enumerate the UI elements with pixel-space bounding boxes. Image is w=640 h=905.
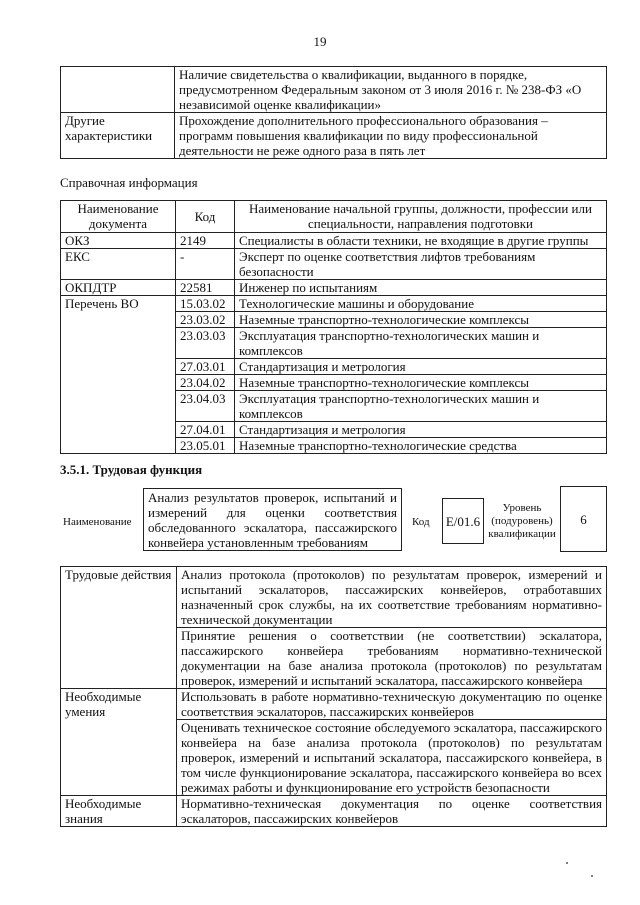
code-cell: - xyxy=(176,249,235,280)
table-row xyxy=(61,233,607,249)
code-cell: 27.04.01 xyxy=(176,422,235,438)
scan-speck xyxy=(566,862,568,864)
skill-item: Оценивать техническое состояние обследуемого эскалатора, пассажирского конвейера на базе анализа протокола (протоколов) по результатам проверок, измерений и испытаний эскалатора, пассажирского конвейера, в том числе функционирование эскалатора, пассажирского конвейера во всех режимах работы и функционирование его устройств безопасности xyxy=(177,720,607,796)
table-row xyxy=(61,796,607,827)
code-label: Код xyxy=(412,516,430,528)
level-label: Уровень (подуровень) квалификации xyxy=(488,502,556,540)
code-cell: 23.04.03 xyxy=(176,391,235,422)
name-cell: Эксплуатация транспортно-технологических машин и комплексов xyxy=(235,328,607,359)
reference-table xyxy=(60,200,607,454)
page-number: 19 xyxy=(313,34,327,49)
row-label: Трудовые действия xyxy=(61,567,177,689)
code-value: E/01.6 xyxy=(445,514,481,529)
level-value: 6 xyxy=(580,512,587,527)
doc-cell: Перечень ВО xyxy=(61,296,176,454)
table-header-row xyxy=(61,201,607,233)
function-name: Анализ результатов проверок, испытаний и измерений для оценки соответствия обследованного эскалатора, пассажирского конвейера установленным требованиям xyxy=(148,490,397,550)
name-cell: Инженер по испытаниям xyxy=(235,280,607,296)
labor-function-table xyxy=(60,566,607,827)
code-cell: 2149 xyxy=(176,233,235,249)
column-header: Код xyxy=(176,201,235,233)
doc-cell: ОКПДТР xyxy=(61,280,176,296)
name-label: Наименование xyxy=(63,516,132,528)
row-label xyxy=(61,67,175,113)
code-cell: 23.04.02 xyxy=(176,375,235,391)
table-row xyxy=(61,567,607,628)
row-label: Другие характеристики xyxy=(61,113,175,159)
code-box xyxy=(442,498,484,544)
name-cell: Технологические машины и оборудование xyxy=(235,296,607,312)
name-cell: Эксперт по оценке соответствия лифтов требованиям безопасности xyxy=(235,249,607,280)
code-cell: 23.03.03 xyxy=(176,328,235,359)
qualification-requirements-table xyxy=(60,66,607,159)
code-cell: 22581 xyxy=(176,280,235,296)
function-name-box xyxy=(143,488,402,551)
skill-item: Использовать в работе нормативно-техническую документацию по оценке соответствия эскалаторов, пассажирских конвейеров xyxy=(177,689,607,720)
row-label: Необходимые знания xyxy=(61,796,177,827)
table-row xyxy=(61,689,607,720)
code-cell: 15.03.02 xyxy=(176,296,235,312)
name-cell: Стандартизация и метрология xyxy=(235,359,607,375)
table-row xyxy=(61,296,607,312)
table-row xyxy=(61,280,607,296)
column-header: Наименование начальной группы, должности, профессии или специальности, направления подготовки xyxy=(235,201,607,233)
name-cell: Специалисты в области техники, не входящие в другие группы xyxy=(235,233,607,249)
name-cell: Эксплуатация транспортно-технологических машин и комплексов xyxy=(235,391,607,422)
name-cell: Наземные транспортно-технологические средства xyxy=(235,438,607,454)
column-header: Наименование документа xyxy=(61,201,176,233)
code-cell: 27.03.01 xyxy=(176,359,235,375)
section-heading: Справочная информация xyxy=(60,175,198,190)
action-item: Анализ протокола (протоколов) по результатам проверок, измерений и испытаний эскалаторов, пассажирских конвейеров, отработавших назначенный срок службы, на их соответствие требованиям нормативно-технической документации xyxy=(177,567,607,628)
doc-cell: ЕКС xyxy=(61,249,176,280)
table-row xyxy=(61,249,607,280)
table-row xyxy=(61,113,607,159)
name-cell: Стандартизация и метрология xyxy=(235,422,607,438)
scan-speck xyxy=(591,875,593,877)
row-label: Необходимые умения xyxy=(61,689,177,796)
name-cell: Наземные транспортно-технологические комплексы xyxy=(235,312,607,328)
doc-cell: ОКЗ xyxy=(61,233,176,249)
level-box xyxy=(560,486,607,552)
table-row xyxy=(61,67,607,113)
row-text: Наличие свидетельства о квалификации, выданного в порядке, предусмотренном Федеральным законом от 3 июля 2016 г. № 238-ФЗ «О независимой оценке квалификации» xyxy=(175,67,607,113)
function-heading: 3.5.1. Трудовая функция xyxy=(60,462,203,477)
code-cell: 23.05.01 xyxy=(176,438,235,454)
code-cell: 23.03.02 xyxy=(176,312,235,328)
action-item: Принятие решения о соответствии (не соответствии) эскалатора, пассажирского конвейера требованиям нормативно-технической документации на базе анализа протокола (протоколов) по результатам проверок, измерений и испытаний эскалатора, пассажирского конвейера xyxy=(177,628,607,689)
knowledge-item: Нормативно-техническая документация по оценке соответствия эскалаторов, пассажирских конвейеров xyxy=(177,796,607,827)
row-text: Прохождение дополнительного профессионального образования – программ повышения квалификации по виду профессиональной деятельности не реже одного раза в пять лет xyxy=(175,113,607,159)
name-cell: Наземные транспортно-технологические комплексы xyxy=(235,375,607,391)
